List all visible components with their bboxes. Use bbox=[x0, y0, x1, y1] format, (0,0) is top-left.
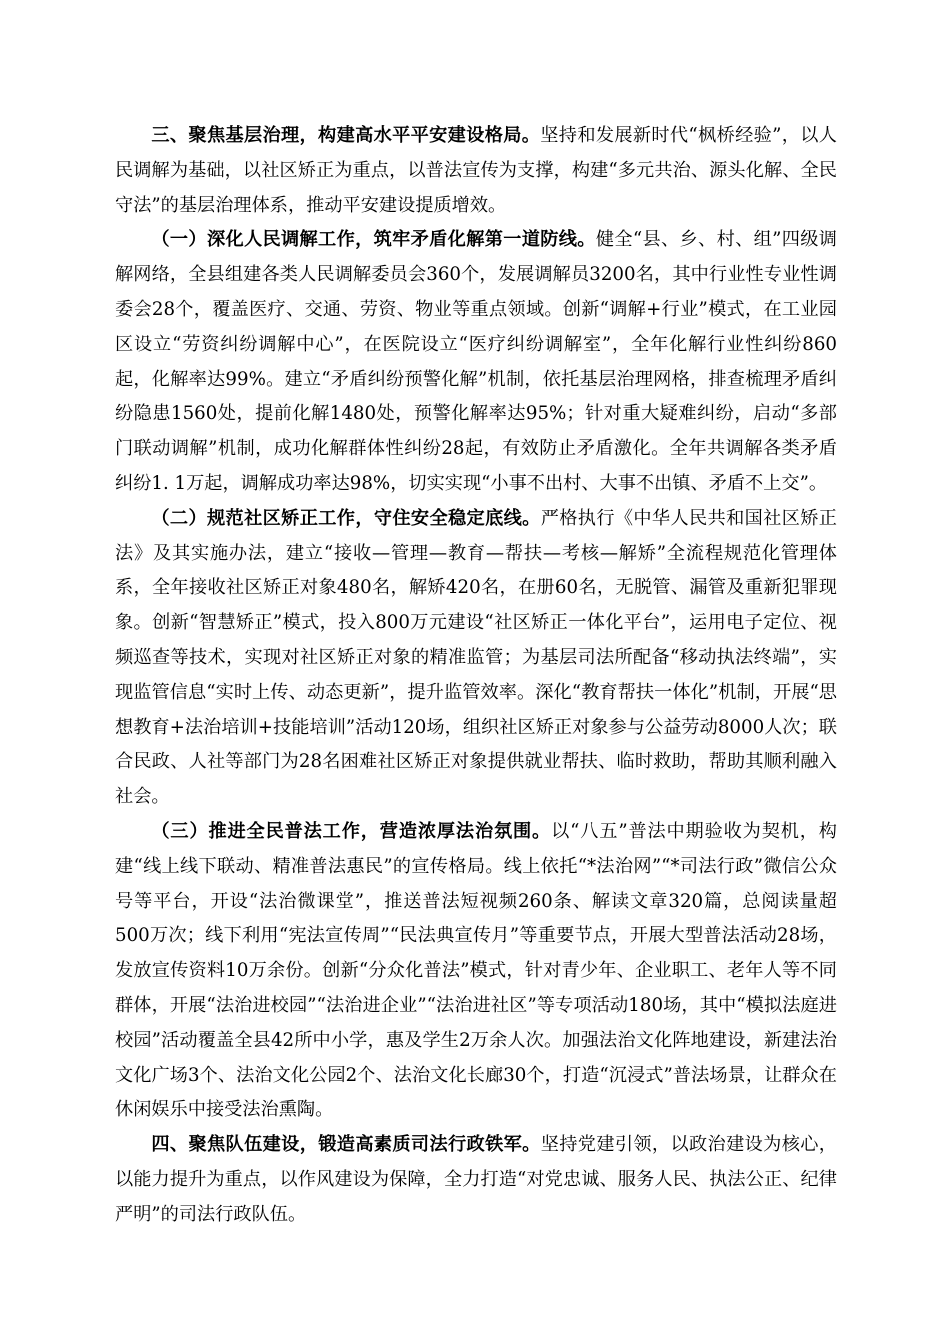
paragraph-section-3 bbox=[115, 119, 837, 223]
paragraph-body: 以“八五”普法中期验收为契机，构建“线上线下联动、精准普法惠民”的宣传格局。线上依托“*法治网”“*司法行政”微信公众号等平台，开设“法治微课堂”，推送普法短视频260条、解读文章320篇，总阅读量超500万次；线下利用“宪法宣传周”“民法典宣传月”等重要节点，开展大型普法活动28场，发放宣传资料10万余份。创新“分众化普法”模式，针对青少年、企业职工、老年人等不同群体，开展“法治进校园”“法治进企业”“法治进社区”等专项活动180场，其中“模拟法庭进校园”活动覆盖全县42所中小学，惠及学生2万余人次。加强法治文化阵地建设，新建法治文化广场3个、法治文化公园2个、法治文化长廊30个，打造“沉浸式”普法场景，让群众在休闲娱乐中接受法治熏陶。 bbox=[115, 820, 837, 1121]
subsection-heading: （三）推进全民普法工作，营造浓厚法治氛围。 bbox=[151, 820, 552, 842]
paragraph-subsection-2 bbox=[115, 502, 837, 815]
paragraph-section-4 bbox=[115, 1128, 837, 1232]
document-page bbox=[115, 119, 837, 1233]
subsection-heading: （二）规范社区矫正工作，守住安全稳定底线。 bbox=[151, 507, 541, 529]
subsection-heading: （一）深化人民调解工作，筑牢矛盾化解第一道防线。 bbox=[151, 229, 596, 251]
section-heading: 四、聚焦队伍建设，锻造高素质司法行政铁军。 bbox=[151, 1134, 541, 1156]
paragraph-subsection-3 bbox=[115, 815, 837, 1128]
paragraph-body: 坚持和发展新时代“枫桥经验”，以人民调解为基础，以社区矫正为重点，以普法宣传为支撑，构建“多元共治、源头化解、全民守法”的基层治理体系，推动平安建设提质增效。 bbox=[115, 125, 837, 216]
paragraph-body: 坚持党建引领，以政治建设为核心，以能力提升为重点，以作风建设为保障，全力打造“对党忠诚、服务人民、执法公正、纪律严明”的司法行政队伍。 bbox=[115, 1134, 837, 1225]
section-heading: 三、聚焦基层治理，构建高水平平安建设格局。 bbox=[151, 125, 541, 146]
paragraph-body: 健全“县、乡、村、组”四级调解网络，全县组建各类人民调解委员会360个，发展调解员3200名，其中行业性专业性调委会28个，覆盖医疗、交通、劳资、物业等重点领域。创新“调解+行业”模式，在工业园区设立“劳资纠纷调解中心”，在医院设立“医疗纠纷调解室”，全年化解行业性纠纷860起，化解率达99%。建立“矛盾纠纷预警化解”机制，依托基层治理网格，排查梳理矛盾纠纷隐患1560处，提前化解1480处，预警化解率达95%；针对重大疑难纠纷，启动“多部门联动调解”机制，成功化解群体性纠纷28起，有效防止矛盾激化。全年共调解各类矛盾纠纷1. 1万起，调解成功率达98%，切实实现“小事不出村、大事不出镇、矛盾不上交”。 bbox=[115, 229, 837, 494]
paragraph-body: 严格执行《中华人民共和国社区矫正法》及其实施办法，建立“接收—管理—教育—帮扶—考核—解矫”全流程规范化管理体系，全年接收社区矫正对象480名，解矫420名，在册60名，无脱管、漏管及重新犯罪现象。创新“智慧矫正”模式，投入800万元建设“社区矫正一体化平台”，运用电子定位、视频巡查等技术，实现对社区矫正对象的精准监管；为基层司法所配备“移动执法终端”，实现监管信息“实时上传、动态更新”，提升监管效率。深化“教育帮扶一体化”机制，开展“思想教育+法治培训+技能培训”活动120场，组织社区矫正对象参与公益劳动8000人次；联合民政、人社等部门为28名困难社区矫正对象提供就业帮扶、临时救助，帮助其顺利融入社会。 bbox=[115, 507, 837, 808]
paragraph-subsection-1 bbox=[115, 223, 837, 501]
